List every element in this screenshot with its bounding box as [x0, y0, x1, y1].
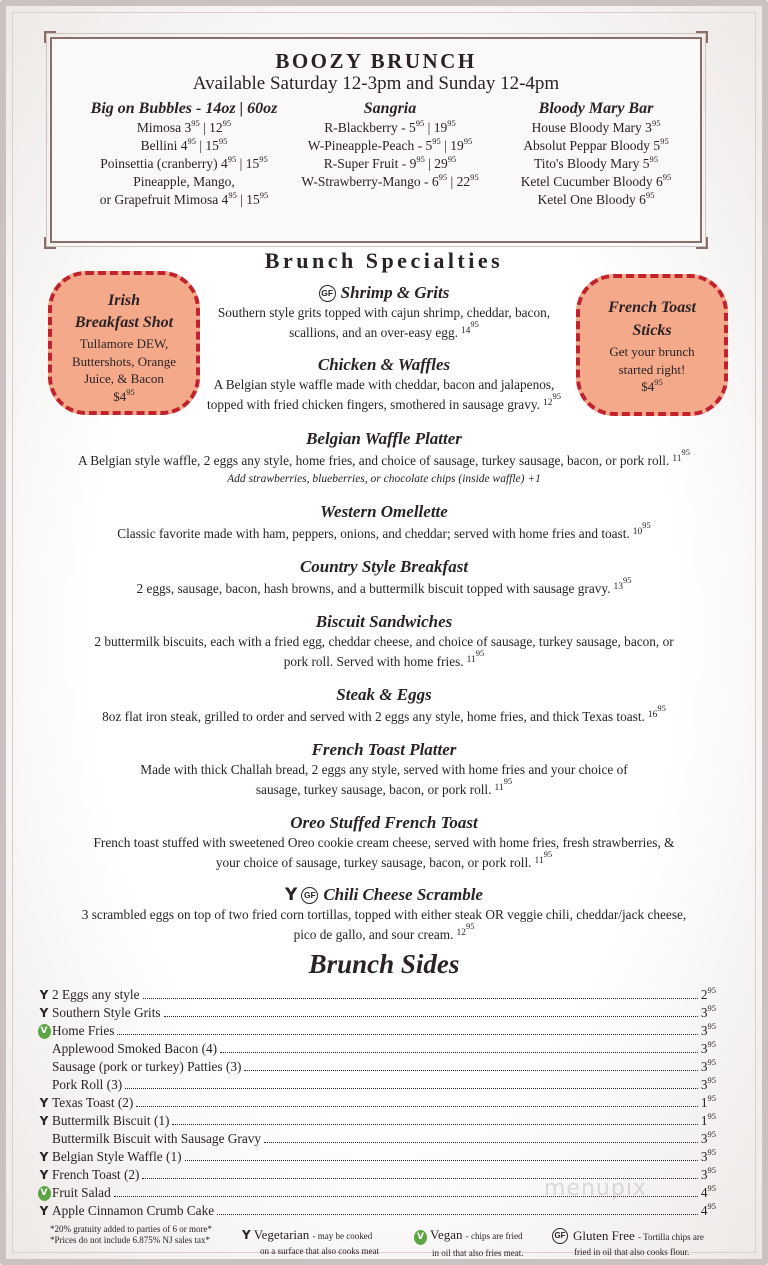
menu-item-country-breakfast: Country Style Breakfast 2 eggs, sausage, bacon, hash browns, and a buttermilk biscuit topped with sausage gravy. $^{13^{95}}$	[26, 556, 742, 598]
drink-line: Ketel Cucumber Bloody $6^{95}$	[520, 172, 672, 189]
item-description: Southern style grits topped with cajun shrimp, cheddar, bacon,	[217, 305, 551, 320]
badge-title: Breakfast Shot	[74, 314, 174, 331]
vegetarian-icon: Y	[39, 1204, 49, 1218]
bloody-heading: Bloody Mary Bar	[538, 100, 654, 117]
side-item-price: $4^{95}$	[700, 1201, 716, 1218]
vegetarian-icon: Y	[39, 1114, 49, 1128]
badge-text: Buttershots, Orange	[72, 353, 176, 369]
footer-notes	[50, 1224, 212, 1246]
menu-item-biscuit-sandwiches: Biscuit Sandwiches 2 buttermilk biscuits, each with a fried egg, cheddar cheese, and choice of sausage, turkey sausage, bacon, or pork roll. Served with home fries. $^{11^{95}}$	[26, 611, 742, 671]
side-item-label: Texas Toast (2)	[52, 1095, 134, 1110]
dot-leader	[220, 1052, 698, 1053]
side-item-icon-slot	[36, 1149, 52, 1165]
side-item-icon-slot	[36, 1021, 52, 1039]
side-item-label: 2 Eggs any style	[52, 987, 140, 1002]
side-item-label: Belgian Style Waffle (1)	[52, 1149, 182, 1164]
item-description: your choice of sausage, turkey sausage, bacon, or pork roll. $^{11^{95}}$	[215, 849, 553, 870]
badge-title: French Toast	[608, 299, 696, 316]
item-description: 2 buttermilk biscuits, each with a fried egg, cheddar cheese, and choice of sausage, turkey sausage, bacon, or	[94, 634, 674, 649]
bloody-mary-column	[500, 99, 692, 209]
vegetarian-icon: Y	[285, 885, 298, 905]
side-item-price: $3^{95}$	[700, 1003, 716, 1020]
dot-leader	[172, 1124, 697, 1125]
drink-line: Poinsettia (cranberry) $4^{95}$ | $15^{95}$	[100, 154, 268, 171]
side-item-label: Sausage (pork or turkey) Patties (3)	[52, 1059, 242, 1074]
menu-item-shrimp-grits: GF Shrimp & Grits Southern style grits topped with cajun shrimp, cheddar, bacon, scallions, and an over-easy egg. $^{14^{95}}$	[196, 282, 572, 342]
vegetarian-icon: Y	[39, 1096, 49, 1110]
dot-leader	[217, 1214, 698, 1215]
sangria-column	[284, 99, 496, 191]
item-description: A Belgian style waffle, 2 eggs any style, home fries, and choice of sausage, turkey sausage, bacon, or pork roll. $^{11^{95}}$	[78, 447, 690, 468]
item-description: 8oz flat iron steak, grilled to order and served with 2 eggs any style, home fries, and thick Texas toast. $^{16^{95}}$	[102, 703, 666, 724]
gluten-free-icon: GF	[552, 1228, 568, 1244]
side-item-label: Buttermilk Biscuit with Sausage Gravy	[52, 1131, 262, 1146]
frame-corner	[696, 31, 708, 43]
vegetarian-icon: Y	[39, 988, 49, 1002]
dot-leader	[244, 1070, 697, 1071]
vegan-icon: V	[414, 1230, 427, 1245]
dot-leader	[117, 1034, 697, 1035]
badge-title: Sticks	[632, 322, 672, 339]
sides-heading: Brunch Sides	[308, 949, 460, 979]
item-description: Made with thick Challah bread, 2 eggs any style, served with home fries and your choice of	[140, 762, 628, 777]
side-item-label: Fruit Salad	[52, 1185, 111, 1200]
item-description: A Belgian style waffle made with cheddar, bacon and jalapenos,	[213, 377, 555, 392]
side-item-price: $3^{95}$	[700, 1147, 716, 1164]
vegetarian-icon: Y	[39, 1168, 49, 1182]
drink-line: Bellini $4^{95}$ | $15^{95}$	[140, 136, 228, 153]
badge-price: $\$4^{95}$	[641, 377, 663, 394]
side-item-price: $2^{95}$	[700, 985, 716, 1002]
side-item	[36, 1075, 716, 1093]
side-item	[36, 1147, 716, 1165]
dot-leader	[264, 1142, 698, 1143]
item-description: pork roll. Served with home fries. $^{11^{95}}$	[283, 648, 485, 669]
drink-line: R-Blackberry - $5^{95}$ | $19^{95}$	[324, 118, 456, 135]
dot-leader	[164, 1016, 698, 1017]
menu-item-western-omelette: Western Omellette Classic favorite made with ham, peppers, onions, and cheddar; served with home fries and toast. $^{10^{95}}$	[26, 501, 742, 543]
item-description: 2 eggs, sausage, bacon, hash browns, and a buttermilk biscuit topped with sausage gravy. $^{13^{95}}$	[136, 575, 632, 596]
dot-leader	[143, 998, 698, 999]
bubbles-column	[74, 99, 294, 209]
side-item-icon-slot	[36, 987, 52, 1003]
drink-line: R-Super Fruit - $9^{95}$ | $29^{95}$	[323, 154, 457, 171]
side-item	[36, 1111, 716, 1129]
french-toast-sticks-badge	[576, 274, 728, 416]
side-item-price: $3^{95}$	[700, 1165, 716, 1182]
side-item-icon-slot	[36, 1095, 52, 1111]
badge-text: Juice, & Bacon	[84, 371, 164, 386]
menu-item-chicken-waffles: Chicken & Waffles A Belgian style waffle made with cheddar, bacon and jalapenos, topped with fried chicken fingers, smothered in sausage gravy. $^{12^{95}}$	[191, 354, 577, 414]
side-item	[36, 1021, 716, 1039]
side-item-label: Southern Style Grits	[52, 1005, 161, 1020]
side-item	[36, 1003, 716, 1021]
menu-item-belgian-waffle-platter: Belgian Waffle Platter A Belgian style waffle, 2 eggs any style, home fries, and choice of sausage, turkey sausage, bacon, or pork roll. $^{11^{95}}$ Add strawberries, blueberries, or chocolate chips (inside waffle) +1	[26, 428, 742, 488]
dot-leader	[125, 1088, 698, 1089]
menu-item-oreo-french-toast: Oreo Stuffed French Toast French toast stuffed with sweetened Oreo cookie cream cheese, served with home fries, fresh strawberries, & your choice of sausage, turkey sausage, bacon, or pork roll. $^{11^{95}}$	[26, 812, 742, 872]
side-item-label: Buttermilk Biscuit (1)	[52, 1113, 170, 1128]
drink-line: Tito's Bloody Mary $5^{95}$	[533, 154, 659, 171]
side-item-price: $3^{95}$	[700, 1039, 716, 1056]
item-description: topped with fried chicken fingers, smothered in sausage gravy. $^{12^{95}}$	[207, 391, 561, 412]
drink-line: Ketel One Bloody $6^{95}$	[537, 190, 655, 207]
badge-text: started right!	[618, 361, 686, 377]
gluten-free-icon: GF	[301, 887, 318, 904]
badge-text: Get your brunch	[609, 344, 695, 359]
side-item	[36, 1201, 716, 1219]
item-description: 3 scrambled eggs on top of two fried corn tortillas, topped with either steak OR veggie chili, cheddar/jack cheese,	[81, 907, 687, 922]
side-item-label: French Toast (2)	[52, 1167, 140, 1182]
badge-text: Tullamore DEW,	[79, 336, 169, 351]
item-description: scallions, and an over-easy egg. $^{14^{95}}$	[289, 319, 479, 340]
side-item-price: $1^{95}$	[700, 1093, 716, 1110]
vegetarian-icon: Y	[242, 1228, 251, 1242]
side-item-price: $4^{95}$	[700, 1183, 716, 1200]
legend-gluten-free: GF Gluten Free - Tortilla chips are fried in oil that also cooks flour.	[552, 1228, 704, 1259]
drink-line: Pineapple, Mango,	[133, 174, 235, 189]
side-item	[36, 1093, 716, 1111]
item-note: Add strawberries, blueberries, or chocolate chips (inside waffle) +1	[227, 473, 541, 485]
drink-line: House Bloody Mary $3^{95}$	[531, 118, 661, 135]
side-item-label: Apple Cinnamon Crumb Cake	[52, 1203, 215, 1218]
item-description: French toast stuffed with sweetened Oreo cookie cream cheese, served with home fries, fresh strawberries, &	[93, 835, 675, 850]
vegan-icon: V	[38, 1186, 51, 1201]
boozy-title: BOOZY BRUNCH	[275, 49, 477, 73]
drink-line: Mimosa $3^{95}$ | $12^{95}$	[136, 118, 232, 135]
side-item-icon-slot	[36, 1113, 52, 1129]
menu-item-steak-eggs: Steak & Eggs 8oz flat iron steak, grilled to order and served with 2 eggs any style, home fries, and thick Texas toast. $^{16^{95}}$	[26, 684, 742, 726]
legend-vegetarian: Y Vegetarian - may be cooked on a surface that also cooks meat	[242, 1227, 379, 1256]
menu-item-french-toast-platter: French Toast Platter Made with thick Challah bread, 2 eggs any style, served with home fries and your choice of sausage, turkey sausage, bacon, or pork roll. $^{11^{95}}$	[26, 739, 742, 799]
side-item-icon-slot	[36, 1167, 52, 1183]
dot-leader	[185, 1160, 698, 1161]
specialties-heading: Brunch Specialties	[264, 248, 504, 273]
frame-corner	[44, 31, 56, 43]
side-item-price: $3^{95}$	[700, 1075, 716, 1092]
vegetarian-icon: Y	[39, 1006, 49, 1020]
drink-line: or Grapefruit Mimosa $4^{95}$ | $15^{95}$	[99, 190, 269, 207]
boozy-brunch-box	[50, 37, 702, 243]
menu-item-chili-cheese-scramble: Y GF Chili Cheese Scramble 3 scrambled eggs on top of two fried corn tortillas, topped with either steak OR veggie chili, cheddar/jack cheese, pico de gallo, and sour cream. $^{12^{95}}$	[26, 884, 742, 944]
side-item-label: Pork Roll (3)	[52, 1077, 123, 1092]
drink-line: W-Strawberry-Mango - $6^{95}$ | $22^{95}$	[301, 172, 479, 189]
badge-price: $\$4^{95}$	[113, 386, 135, 404]
side-item	[36, 1039, 716, 1057]
sangria-heading: Sangria	[363, 100, 417, 117]
side-item-icon-slot	[36, 1203, 52, 1219]
boozy-availability: Available Saturday 12-3pm and Sunday 12-4pm	[192, 73, 560, 94]
item-description: Classic favorite made with ham, peppers, onions, and cheddar; served with home fries and toast. $^{10^{95}}$	[117, 520, 651, 541]
badge-title: Irish	[107, 292, 141, 309]
side-item-icon-slot	[36, 1183, 52, 1201]
item-description: sausage, turkey sausage, bacon, or pork roll. $^{11^{95}}$	[255, 776, 513, 797]
tax-note: *Prices do not include 6.875% NJ sales tax*	[50, 1235, 210, 1245]
side-item	[36, 1057, 716, 1075]
side-item-price: $1^{95}$	[700, 1111, 716, 1128]
side-item-label: Home Fries	[52, 1023, 115, 1038]
drink-line: W-Pineapple-Peach - $5^{95}$ | $19^{95}$	[307, 136, 473, 153]
bubbles-heading: Big on Bubbles - 14oz | 60oz	[90, 100, 278, 117]
gluten-free-icon: GF	[319, 285, 336, 302]
side-item	[36, 1129, 716, 1147]
side-item-price: $3^{95}$	[700, 1129, 716, 1146]
side-item-price: $3^{95}$	[700, 1021, 716, 1038]
item-description: pico de gallo, and sour cream. $^{12^{95}}$	[293, 921, 475, 942]
vegan-icon: V	[38, 1024, 51, 1039]
vegetarian-icon: Y	[39, 1150, 49, 1164]
legend-vegan: V Vegan - chips are fried in oil that also fries meat.	[414, 1228, 523, 1260]
drink-line: Absolut Peppar Bloody $5^{95}$	[523, 136, 669, 153]
side-item-icon-slot	[36, 1005, 52, 1021]
gratuity-note: *20% gratuity added to parties of 6 or more*	[50, 1224, 212, 1234]
side-item-price: $3^{95}$	[700, 1057, 716, 1074]
side-item-label: Applewood Smoked Bacon (4)	[52, 1041, 218, 1056]
watermark: menupix	[544, 1176, 647, 1201]
irish-shot-badge	[48, 271, 200, 415]
dot-leader	[136, 1106, 697, 1107]
side-item	[36, 985, 716, 1003]
